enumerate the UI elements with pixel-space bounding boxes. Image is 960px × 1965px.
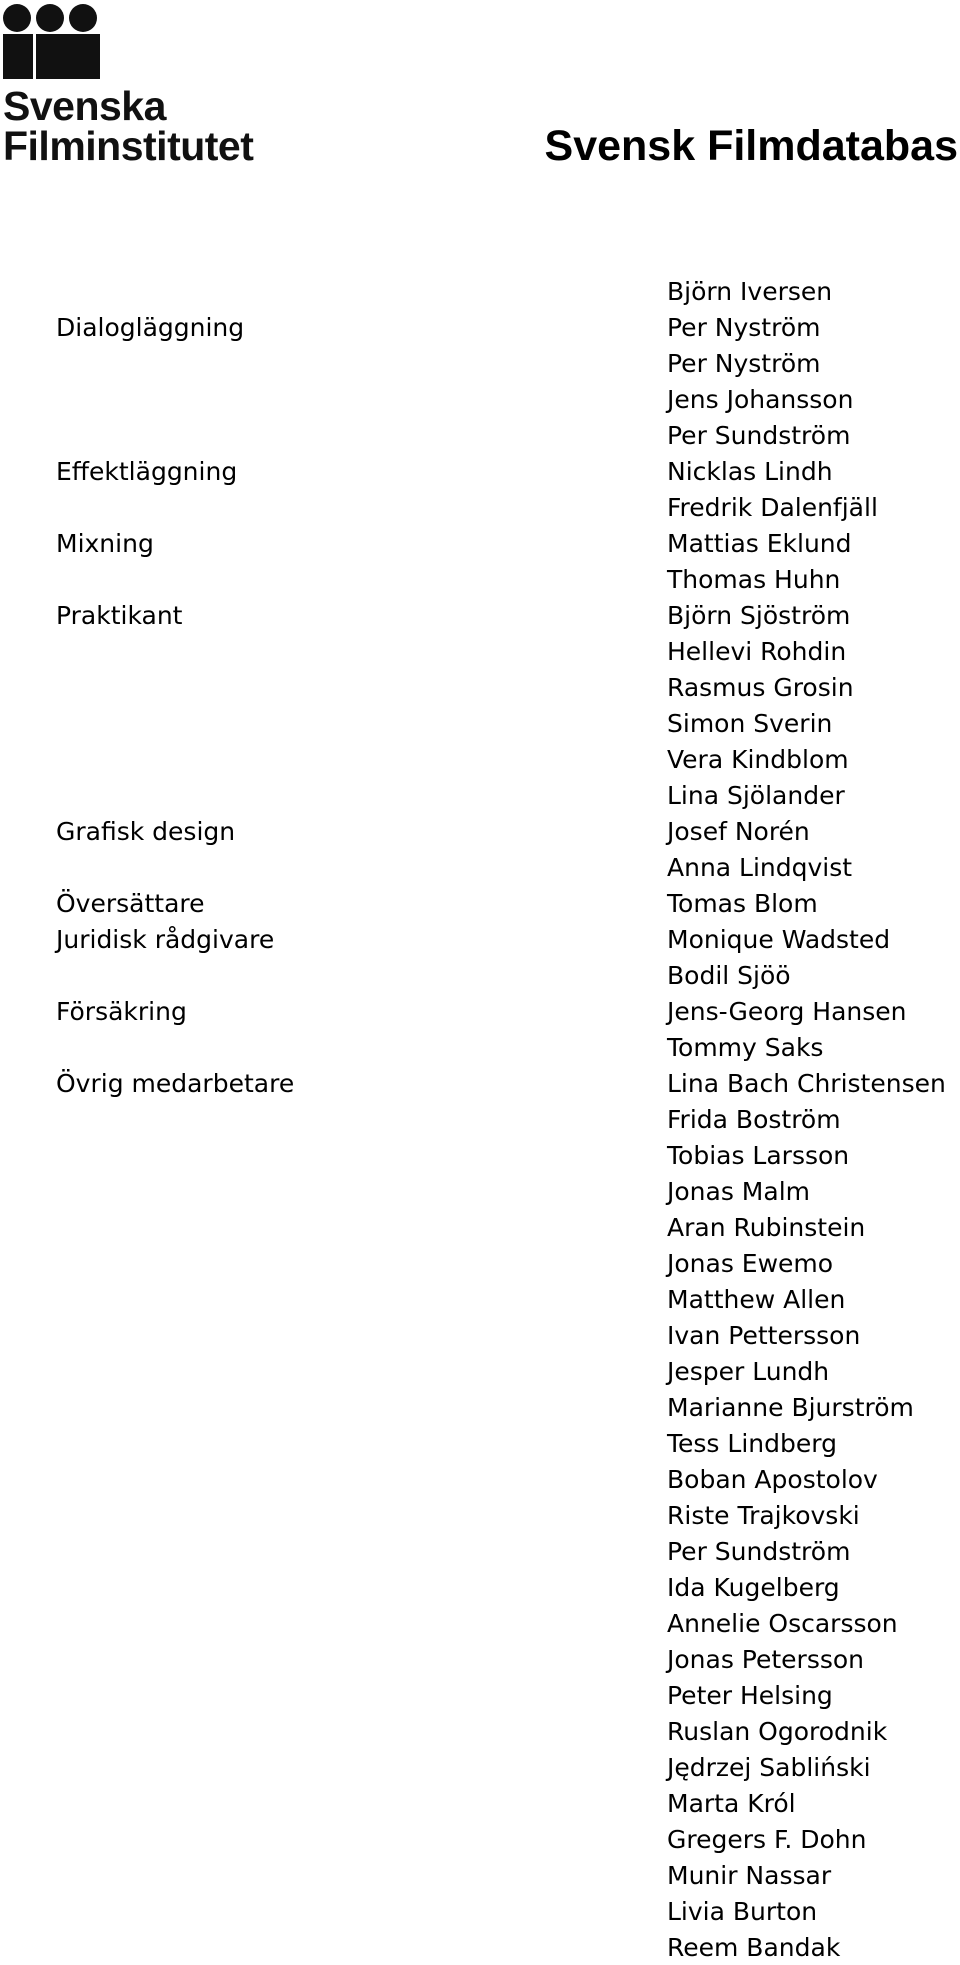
credit-row	[0, 1390, 960, 1426]
credit-name: Per Nyström	[667, 313, 821, 342]
credit-row	[0, 1750, 960, 1786]
svenska-filminstitutet-logo	[3, 4, 273, 174]
credit-name: Nicklas Lindh	[667, 457, 833, 486]
credit-name: Ida Kugelberg	[667, 1573, 840, 1602]
credit-name: Ruslan Ogorodnik	[667, 1717, 888, 1746]
credit-row	[0, 598, 960, 634]
logo-dot-1	[3, 4, 31, 32]
credit-name: Tess Lindberg	[667, 1429, 837, 1458]
credit-name: Hellevi Rohdin	[667, 637, 847, 666]
credit-name: Jens-Georg Hansen	[667, 997, 907, 1026]
credit-row	[0, 922, 960, 958]
credit-role: Mixning	[56, 529, 154, 558]
credit-role: Effektläggning	[56, 457, 238, 486]
credit-name: Matthew Allen	[667, 1285, 846, 1314]
credit-row	[0, 526, 960, 562]
logo-blocks	[3, 34, 100, 79]
credit-name: Ivan Pettersson	[667, 1321, 861, 1350]
logo-word-filminstitutet: Filminstitutet	[3, 123, 254, 169]
credit-name: Vera Kindblom	[667, 745, 849, 774]
credit-name: Björn Iversen	[667, 277, 833, 306]
credit-role: Praktikant	[56, 601, 183, 630]
credit-row	[0, 1714, 960, 1750]
credit-row	[0, 1462, 960, 1498]
credit-name: Mattias Eklund	[667, 529, 852, 558]
credit-row	[0, 778, 960, 814]
credit-row	[0, 1606, 960, 1642]
credit-row	[0, 490, 960, 526]
credit-row	[0, 1318, 960, 1354]
credit-row	[0, 274, 960, 310]
logo-word-svenska: Svenska	[3, 83, 166, 129]
credit-row	[0, 1858, 960, 1894]
credit-name: Aran Rubinstein	[667, 1213, 866, 1242]
credit-name: Tommy Saks	[667, 1033, 824, 1062]
credit-row	[0, 814, 960, 850]
credit-row	[0, 1354, 960, 1390]
credit-row	[0, 886, 960, 922]
credit-name: Annelie Oscarsson	[667, 1609, 898, 1638]
credit-name: Frida Boström	[667, 1105, 841, 1134]
credit-name: Bodil Sjöö	[667, 961, 791, 990]
credit-row	[0, 1282, 960, 1318]
credit-row	[0, 1174, 960, 1210]
credit-row	[0, 310, 960, 346]
credit-name: Jens Johansson	[667, 385, 854, 414]
logo-block-wide	[36, 34, 100, 79]
credit-role: Grafisk design	[56, 817, 236, 846]
credit-name: Josef Norén	[667, 817, 810, 846]
credit-role: Juridisk rådgivare	[56, 925, 275, 954]
credit-name: Per Sundström	[667, 1537, 851, 1566]
credit-row	[0, 958, 960, 994]
credit-name: Rasmus Grosin	[667, 673, 854, 702]
credit-name: Thomas Huhn	[667, 565, 841, 594]
credit-name: Gregers F. Dohn	[667, 1825, 867, 1854]
credit-row	[0, 1030, 960, 1066]
logo-block-small	[3, 34, 33, 79]
credit-name: Reem Bandak	[667, 1933, 841, 1962]
credit-name: Anna Lindqvist	[667, 853, 853, 882]
credit-name: Lina Sjölander	[667, 781, 845, 810]
credit-name: Livia Burton	[667, 1897, 818, 1926]
credit-role: Övrig medarbetare	[56, 1069, 295, 1098]
credit-row	[0, 382, 960, 418]
credit-row	[0, 1534, 960, 1570]
credit-row	[0, 1642, 960, 1678]
credit-row	[0, 850, 960, 886]
credit-row	[0, 1066, 960, 1102]
credit-row	[0, 1894, 960, 1930]
credit-row	[0, 1930, 960, 1965]
credit-name: Boban Apostolov	[667, 1465, 878, 1494]
credit-row	[0, 994, 960, 1030]
credit-name: Monique Wadsted	[667, 925, 891, 954]
credit-name: Peter Helsing	[667, 1681, 833, 1710]
credit-name: Marta Król	[667, 1789, 796, 1818]
credit-row	[0, 1210, 960, 1246]
credit-name: Riste Trajkovski	[667, 1501, 860, 1530]
credit-name: Jonas Petersson	[667, 1645, 865, 1674]
credit-role: Översättare	[56, 889, 205, 918]
credit-role: Dialogläggning	[56, 313, 245, 342]
credit-name: Jonas Malm	[667, 1177, 810, 1206]
credit-name: Munir Nassar	[667, 1861, 832, 1890]
credit-row	[0, 1138, 960, 1174]
credit-name: Fredrik Dalenfjäll	[667, 493, 878, 522]
logo-dot-2	[36, 4, 64, 32]
credit-row	[0, 418, 960, 454]
credit-row	[0, 742, 960, 778]
credit-name: Per Sundström	[667, 421, 851, 450]
credit-name: Simon Sverin	[667, 709, 833, 738]
page-title: Svensk Filmdatabas	[544, 122, 958, 170]
credit-name: Jędrzej Sabliński	[667, 1753, 871, 1782]
credit-row	[0, 454, 960, 490]
credit-row	[0, 346, 960, 382]
credit-row	[0, 1678, 960, 1714]
credit-row	[0, 1426, 960, 1462]
credit-role: Försäkring	[56, 997, 187, 1026]
credit-row	[0, 670, 960, 706]
credit-row	[0, 1822, 960, 1858]
credit-row	[0, 634, 960, 670]
credit-row	[0, 706, 960, 742]
credit-row	[0, 562, 960, 598]
credits-list	[0, 274, 960, 1965]
logo-dot-3	[69, 4, 97, 32]
credit-row	[0, 1498, 960, 1534]
credit-name: Björn Sjöström	[667, 601, 851, 630]
credit-row	[0, 1786, 960, 1822]
credit-name: Jonas Ewemo	[667, 1249, 834, 1278]
credit-row	[0, 1570, 960, 1606]
credit-name: Lina Bach Christensen	[667, 1069, 946, 1098]
credit-name: Tobias Larsson	[667, 1141, 850, 1170]
credit-name: Jesper Lundh	[667, 1357, 830, 1386]
credit-name: Marianne Bjurström	[667, 1393, 914, 1422]
credit-name: Per Nyström	[667, 349, 821, 378]
credit-name: Tomas Blom	[667, 889, 818, 918]
credit-row	[0, 1102, 960, 1138]
credit-row	[0, 1246, 960, 1282]
